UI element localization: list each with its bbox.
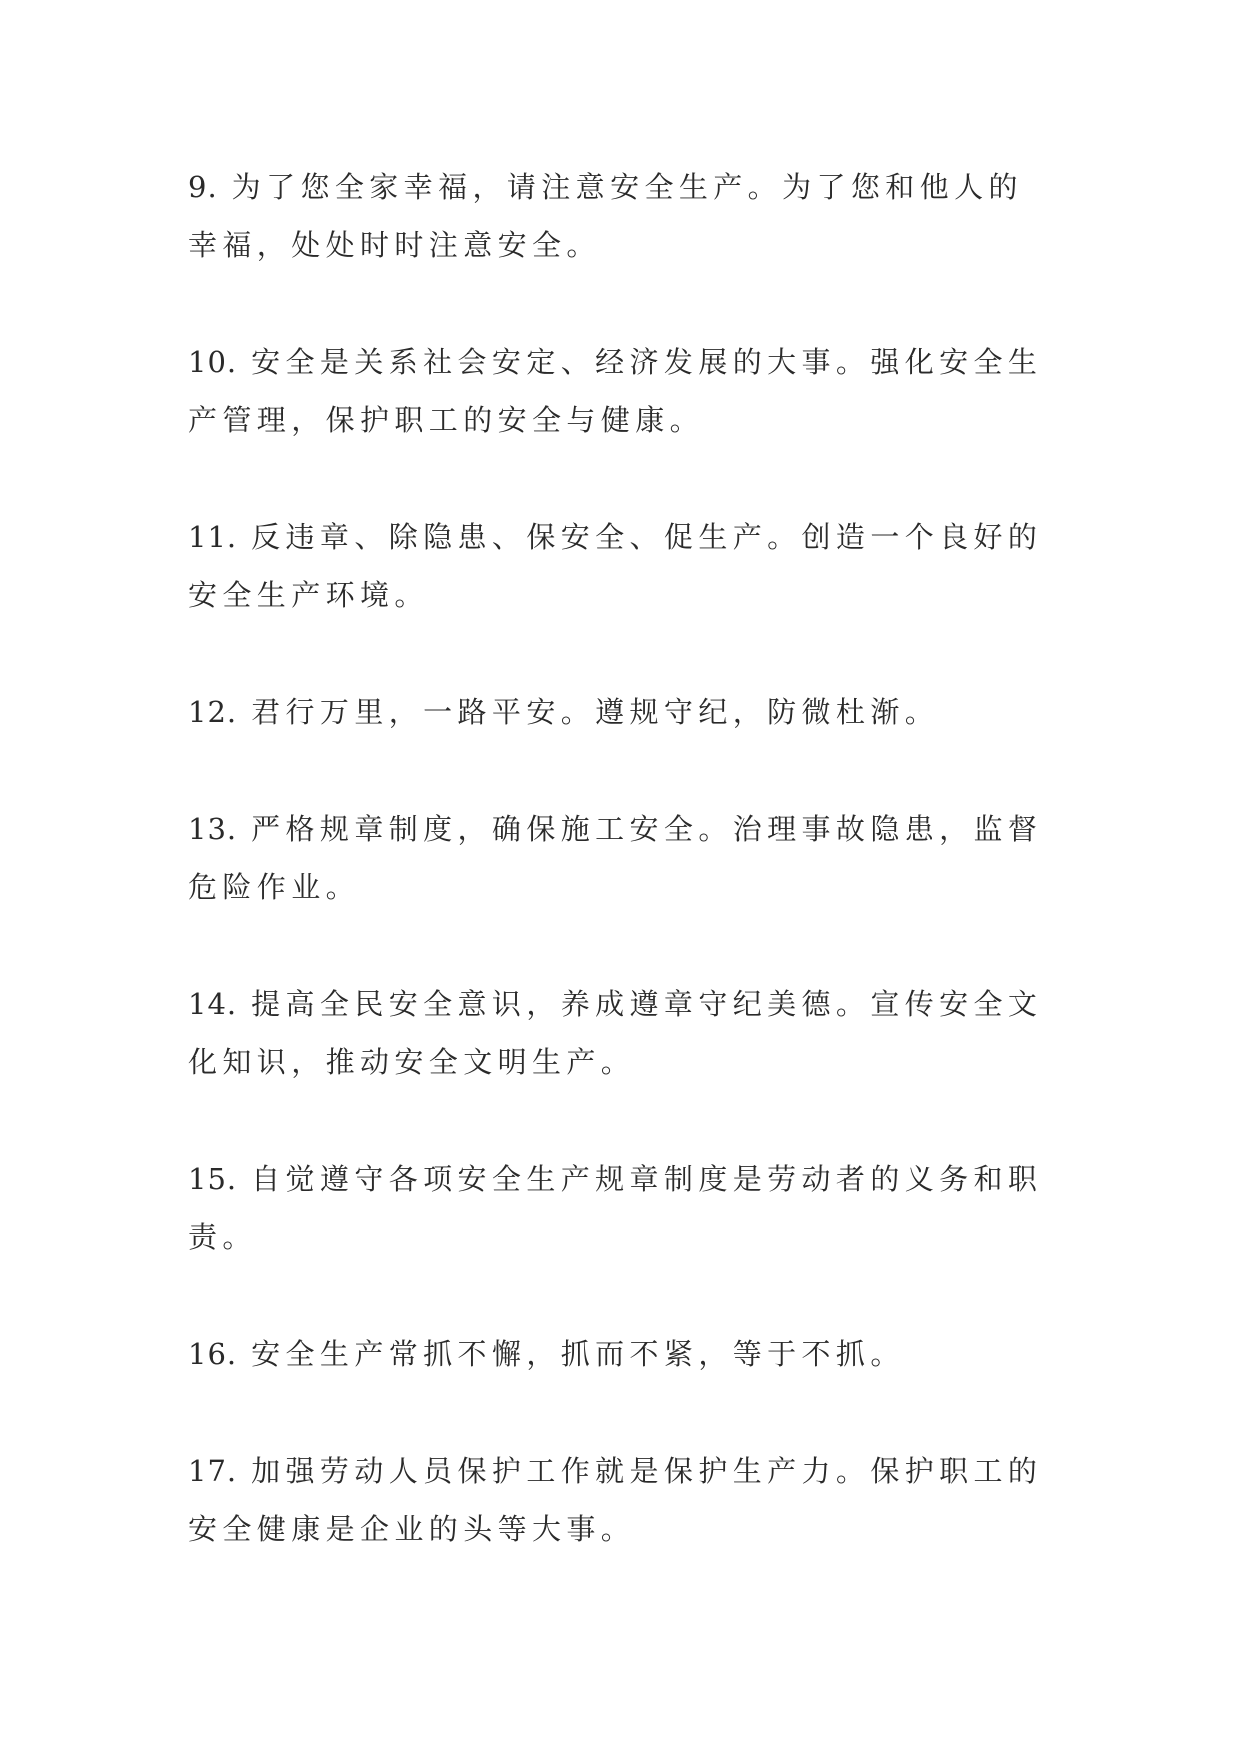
- list-item: [188, 333, 1056, 449]
- list-item: [188, 158, 1056, 274]
- list-item: [188, 1442, 1056, 1558]
- list-item: [188, 800, 1056, 916]
- item-text: 严格规章制度，确保施工安全。治理事故隐患，监督危险作业。: [188, 812, 1043, 904]
- item-text: 安全是关系社会安定、经济发展的大事。强化安全生产管理，保护职工的安全与健康。: [188, 345, 1043, 437]
- item-number: 13.: [188, 812, 238, 846]
- item-number: 16.: [188, 1337, 238, 1371]
- item-number: 12.: [188, 695, 238, 729]
- item-number: 15.: [188, 1162, 238, 1196]
- item-text: 自觉遵守各项安全生产规章制度是劳动者的义务和职责。: [188, 1162, 1043, 1254]
- item-text: 为了您全家幸福，请注意安全生产。为了您和他人的幸福，处处时时注意安全。: [188, 170, 1023, 262]
- item-text: 君行万里，一路平安。遵规守纪，防微杜渐。: [251, 695, 940, 729]
- item-text: 安全生产常抓不懈，抓而不紧，等于不抓。: [251, 1337, 905, 1371]
- list-item: [188, 1325, 1056, 1383]
- item-number: 10.: [188, 345, 238, 379]
- item-text: 提高全民安全意识，养成遵章守纪美德。宣传安全文化知识，推动安全文明生产。: [188, 987, 1043, 1079]
- item-number: 11.: [188, 520, 238, 554]
- item-number: 9.: [188, 170, 218, 204]
- list-item: [188, 508, 1056, 624]
- list-item: [188, 975, 1056, 1091]
- list-item: [188, 1150, 1056, 1266]
- item-number: 17.: [188, 1454, 238, 1488]
- list-item: [188, 683, 1056, 741]
- item-text: 加强劳动人员保护工作就是保护生产力。保护职工的安全健康是企业的头等大事。: [188, 1454, 1043, 1546]
- item-number: 14.: [188, 987, 238, 1021]
- item-text: 反违章、除隐患、保安全、促生产。创造一个良好的安全生产环境。: [188, 520, 1043, 612]
